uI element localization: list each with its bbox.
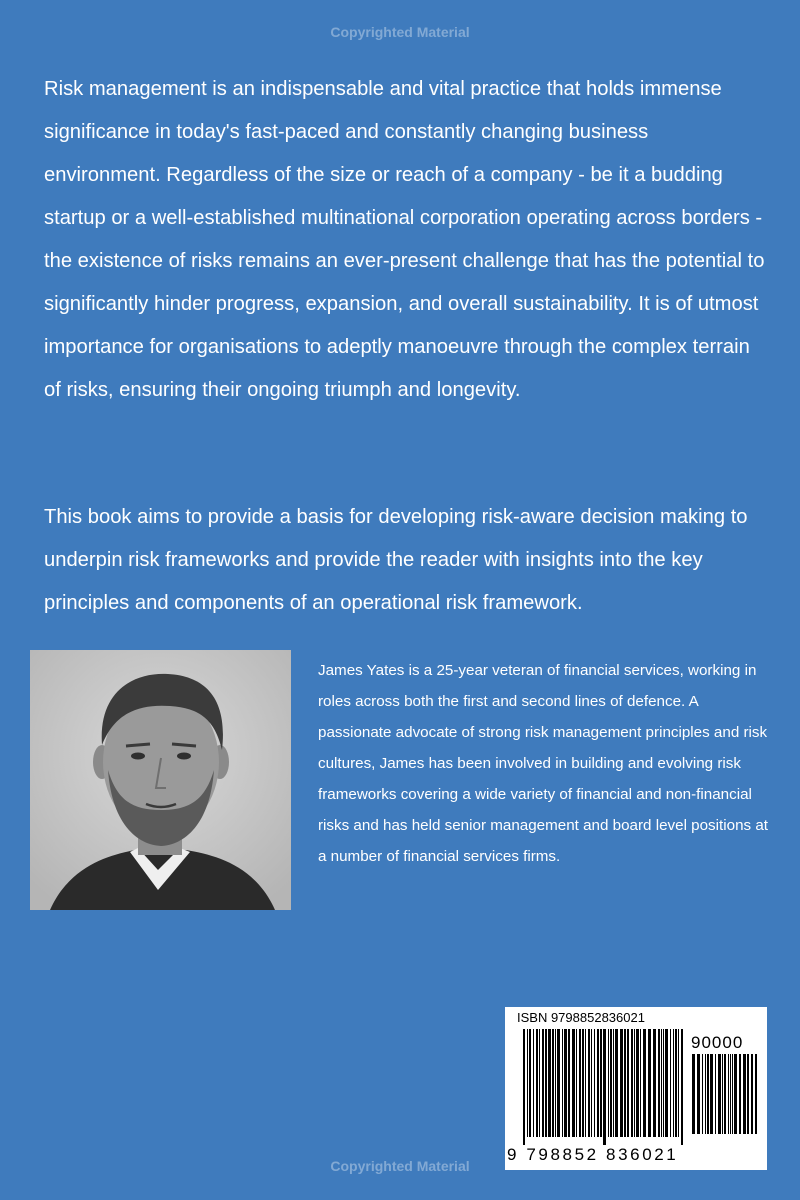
watermark-top: Copyrighted Material (330, 24, 470, 40)
barcode-digits: 9 798852 836021 (507, 1145, 679, 1164)
barcode-bar (564, 1029, 567, 1137)
barcode-bar (572, 1029, 575, 1137)
barcode-bar (718, 1054, 721, 1134)
barcode-bar (730, 1054, 731, 1134)
barcode-bar (634, 1029, 635, 1137)
barcode-bar (627, 1029, 629, 1137)
barcode-bar (591, 1029, 592, 1137)
barcode (505, 1007, 767, 1170)
barcode-bar (732, 1054, 733, 1134)
barcode-bar (665, 1029, 668, 1137)
isbn-label: ISBN 9798852836021 (517, 1010, 645, 1025)
barcode-bar (608, 1029, 609, 1137)
barcode-bar (600, 1029, 602, 1137)
watermark-bottom: Copyrighted Material (330, 1158, 470, 1174)
barcode-bar (545, 1029, 547, 1137)
barcode-bar (562, 1029, 563, 1137)
barcode-bar (648, 1029, 651, 1137)
barcode-bar (529, 1029, 531, 1137)
barcode-bar (542, 1029, 544, 1137)
blurb-paragraph-1: Risk management is an indispensable and vital practice that holds immense significance in today's fast-paced and constantly changing business environment. Regardless of the size or reach of a company - be it a budding startup or a well-established multinational corporation operating across borders - the existence of risks remains an ever-present challenge that has the potential to significantly hinder progress, expansion, and overall sustainability. It is of utmost importance for organisations to adeptly manoeuvre through the complex terrain of risks, ensuring their ongoing triumph and longevity. (44, 78, 765, 401)
barcode-bar (594, 1029, 595, 1137)
barcode-bars (523, 1029, 685, 1145)
author-photo (30, 650, 291, 910)
barcode-bar (722, 1054, 723, 1134)
barcode-bar (663, 1029, 664, 1137)
barcode-bar (658, 1029, 660, 1137)
barcode-bar (533, 1029, 534, 1137)
barcode-bar (681, 1029, 683, 1145)
barcode-bar (670, 1029, 671, 1137)
barcode-bar (576, 1029, 577, 1137)
barcode-bar (603, 1029, 606, 1145)
barcode-bar (734, 1054, 737, 1134)
barcode-bar (643, 1029, 646, 1137)
barcode-bar (710, 1054, 713, 1134)
barcode-bar (673, 1029, 674, 1137)
barcode-bar (678, 1029, 679, 1137)
barcode-bar (739, 1054, 741, 1134)
barcode-bar (597, 1029, 599, 1137)
barcode-bar (747, 1054, 749, 1134)
barcode-bar (724, 1054, 726, 1134)
author-bio: James Yates is a 25-year veteran of financial services, working in roles across both the first and second lines of defence. A passionate advocate of strong risk management principles and risk cultures, James has been involved in building and evolving risk frameworks covering a wide variety of financial and non-financial risks and has held senior management and board level positions at a number of financial services firms. (318, 662, 768, 865)
barcode-bar (661, 1029, 662, 1137)
barcode-bar (715, 1054, 716, 1134)
blurb-paragraph-2: This book aims to provide a basis for developing risk-aware decision making to underpin risk frameworks and provide the reader with insights into the key principles and components of an operational risk framework. (44, 506, 748, 614)
barcode-bar (728, 1054, 729, 1134)
barcode-bar (707, 1054, 709, 1134)
barcode-bar (692, 1054, 695, 1134)
barcode-bar (582, 1029, 584, 1137)
barcode-bar (527, 1029, 528, 1137)
barcode-bar (588, 1029, 590, 1137)
barcode-bar (585, 1029, 586, 1137)
barcode-bar (636, 1029, 639, 1137)
barcode-bar (613, 1029, 614, 1137)
barcode-addon-bars (692, 1054, 758, 1134)
barcode-bar (705, 1054, 706, 1134)
barcode-bar (523, 1029, 525, 1145)
barcode-bar (555, 1029, 556, 1137)
barcode-bar (631, 1029, 633, 1137)
barcode-bar (743, 1054, 746, 1134)
barcode-bar (539, 1029, 540, 1137)
barcode-bar (755, 1054, 757, 1134)
barcode-bar (675, 1029, 677, 1137)
barcode-bar (620, 1029, 623, 1137)
barcode-bar (548, 1029, 551, 1137)
barcode-bar (536, 1029, 538, 1137)
barcode-bar (568, 1029, 570, 1137)
barcode-bar (615, 1029, 618, 1137)
barcode-bar (624, 1029, 626, 1137)
barcode-bar (751, 1054, 753, 1134)
barcode-bar (610, 1029, 612, 1137)
price-code: 90000 (691, 1033, 744, 1052)
barcode-bar (697, 1054, 700, 1134)
barcode-bar (653, 1029, 656, 1137)
barcode-bar (557, 1029, 560, 1137)
barcode-bar (702, 1054, 703, 1134)
barcode-bar (640, 1029, 641, 1137)
barcode-bar (579, 1029, 581, 1137)
barcode-bar (552, 1029, 554, 1137)
